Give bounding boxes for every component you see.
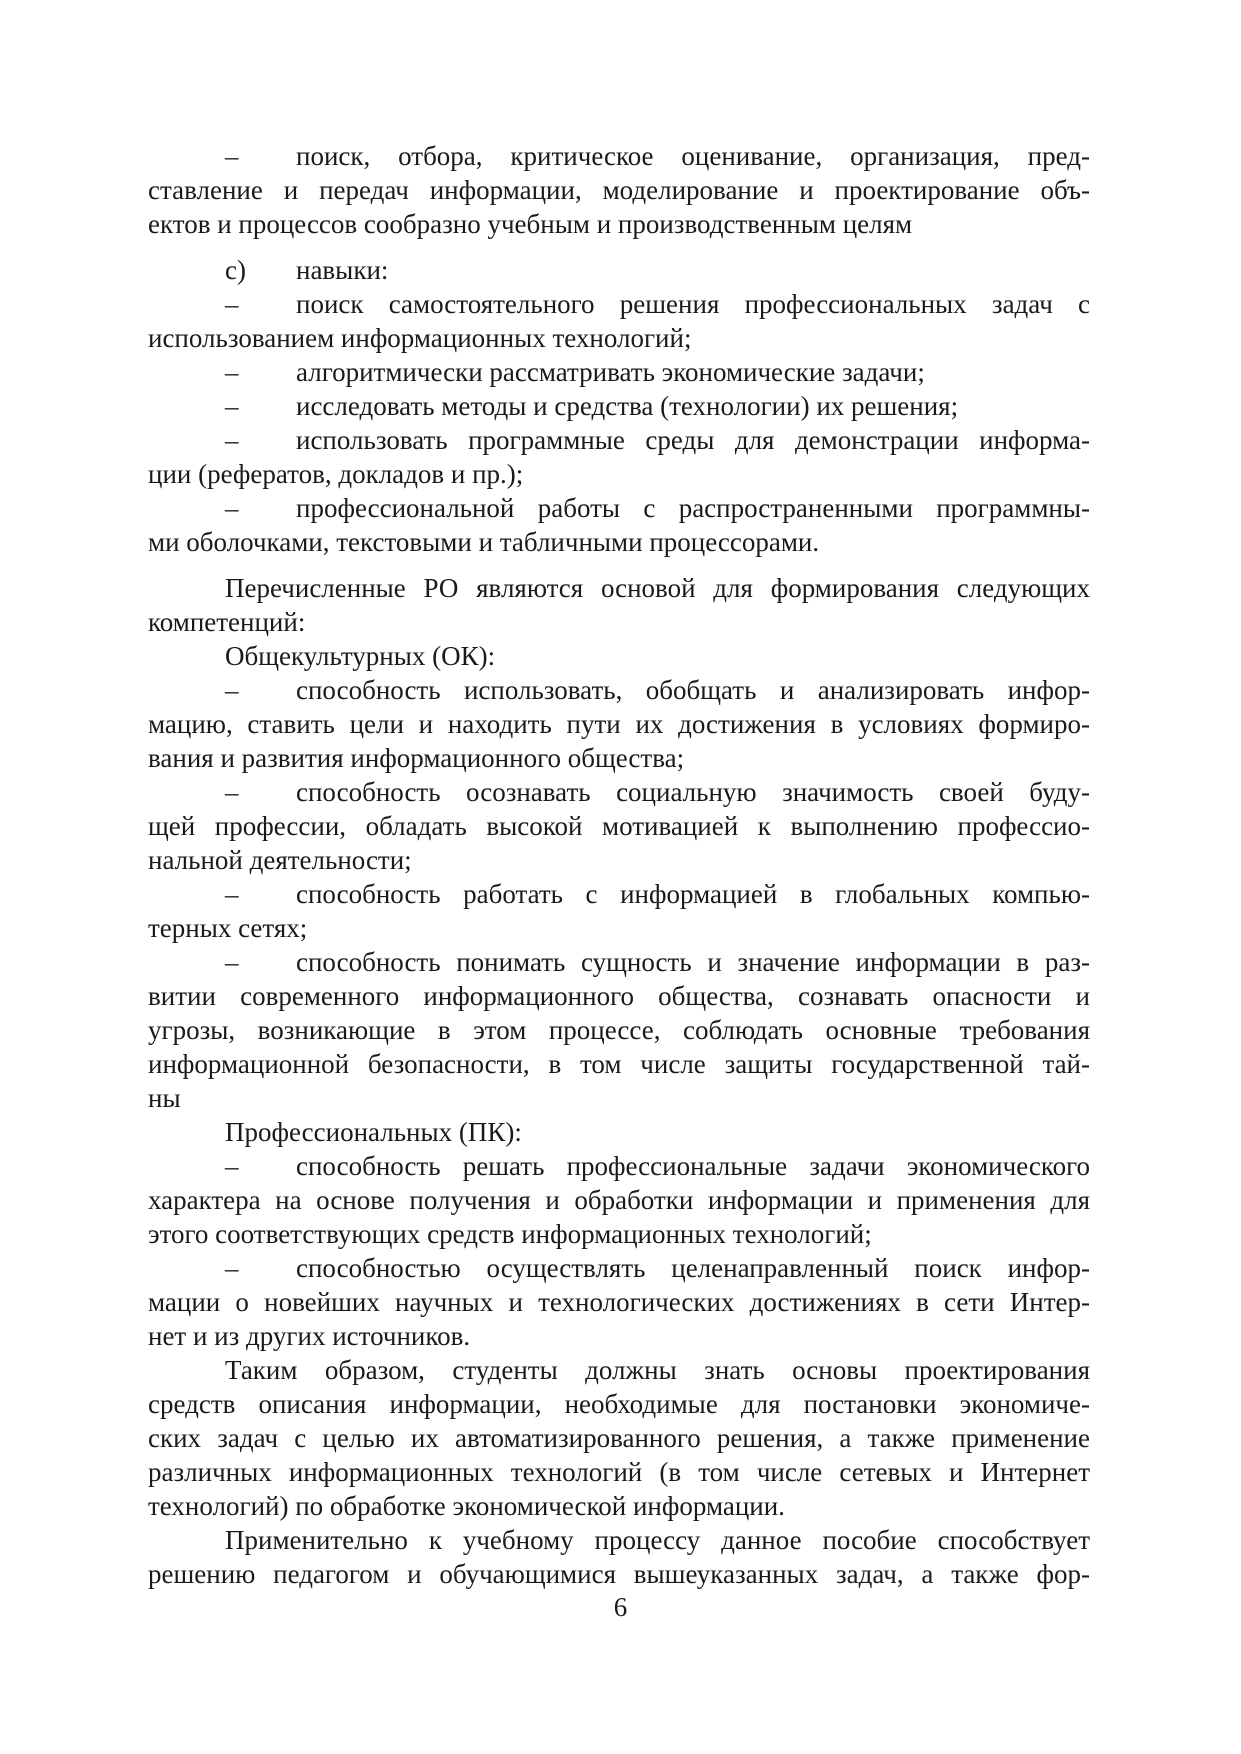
list-marker: c)	[225, 255, 246, 285]
list-dash: –	[225, 675, 239, 705]
list-item: – способность понимать сущность и значение информации в раз- витии современного информационного общества, сознавать опасности и угрозы, возникающие в этом процессе, соблюдать основные требования информационной безопасности, в том числе защиты государственной тай- ны	[148, 947, 1090, 1113]
list-item: – исследовать методы и средства (технологии) их решения;	[225, 391, 959, 421]
list-dash: –	[225, 425, 239, 455]
list-item: – способностью осуществлять целенаправленный поиск инфор- мации о новейших научных и технологических достижениях в сети Интер- нет и из других источников.	[148, 1253, 1090, 1351]
list-dash: –	[225, 1253, 239, 1283]
paragraph-ro-intro: Перечисленные РО являются основой для формирования следующих компетенций:	[148, 573, 1090, 637]
list-item: – поиск, отбора, критическое оценивание, организация, пред- ставление и передач информации, моделирование и проектирование объ- ектов и процессов сообразно учебным и производственным целям	[148, 141, 1090, 239]
list-dash: –	[225, 357, 239, 387]
list-dash: –	[225, 1151, 239, 1181]
list-item: – способность использовать, обобщать и анализировать инфор- мацию, ставить цели и находить пути их достижения в условиях формиро- вания и развития информационного общества;	[148, 675, 1090, 773]
section-heading-pk: Профессиональных (ПК):	[225, 1117, 522, 1147]
list-item: – профессиональной работы с распространенными программны- ми оболочками, текстовыми и табличными процессорами.	[148, 493, 1090, 557]
paragraph-final: Применительно к учебному процессу данное пособие способствует решению педагогом и обучающимися вышеуказанных задач, а также фор-	[148, 1525, 1090, 1589]
skills-heading: c) навыки:	[225, 255, 389, 285]
list-dash: –	[225, 947, 239, 977]
page-body	[148, 139, 1090, 1591]
list-item: – способность работать с информацией в глобальных компью- терных сетях;	[148, 879, 1090, 943]
list-dash: –	[225, 391, 239, 421]
list-item: – использовать программные среды для демонстрации информа- ции (рефератов, докладов и пр.);	[148, 425, 1090, 489]
list-dash: –	[225, 879, 239, 909]
list-item: – поиск самостоятельного решения профессиональных задач с использованием информационных технологий;	[148, 289, 1090, 353]
list-dash: –	[225, 289, 239, 319]
list-dash: –	[225, 777, 239, 807]
section-heading-ok: Общекультурных (ОК):	[225, 641, 496, 671]
list-dash: –	[225, 493, 239, 523]
list-item: – способность осознавать социальную значимость своей буду- щей профессии, обладать высокой мотивацией к выполнению профессио- нальной деятельности;	[148, 777, 1090, 875]
page-number: 6	[613, 1592, 628, 1622]
list-dash: –	[225, 141, 239, 171]
list-item: – алгоритмически рассматривать экономические задачи;	[225, 357, 925, 387]
paragraph-conclusion: Таким образом, студенты должны знать основы проектирования средств описания информации, необходимые для постановки экономиче- ских задач с целью их автоматизированного решения, а также применение различных информационных технологий (в том числе сетевых и Интернет технологий) по обработке экономической информации.	[148, 1355, 1090, 1521]
list-item: – способность решать профессиональные задачи экономического характера на основе получения и обработки информации и применения для этого соответствующих средств информационных технологий;	[148, 1151, 1090, 1249]
